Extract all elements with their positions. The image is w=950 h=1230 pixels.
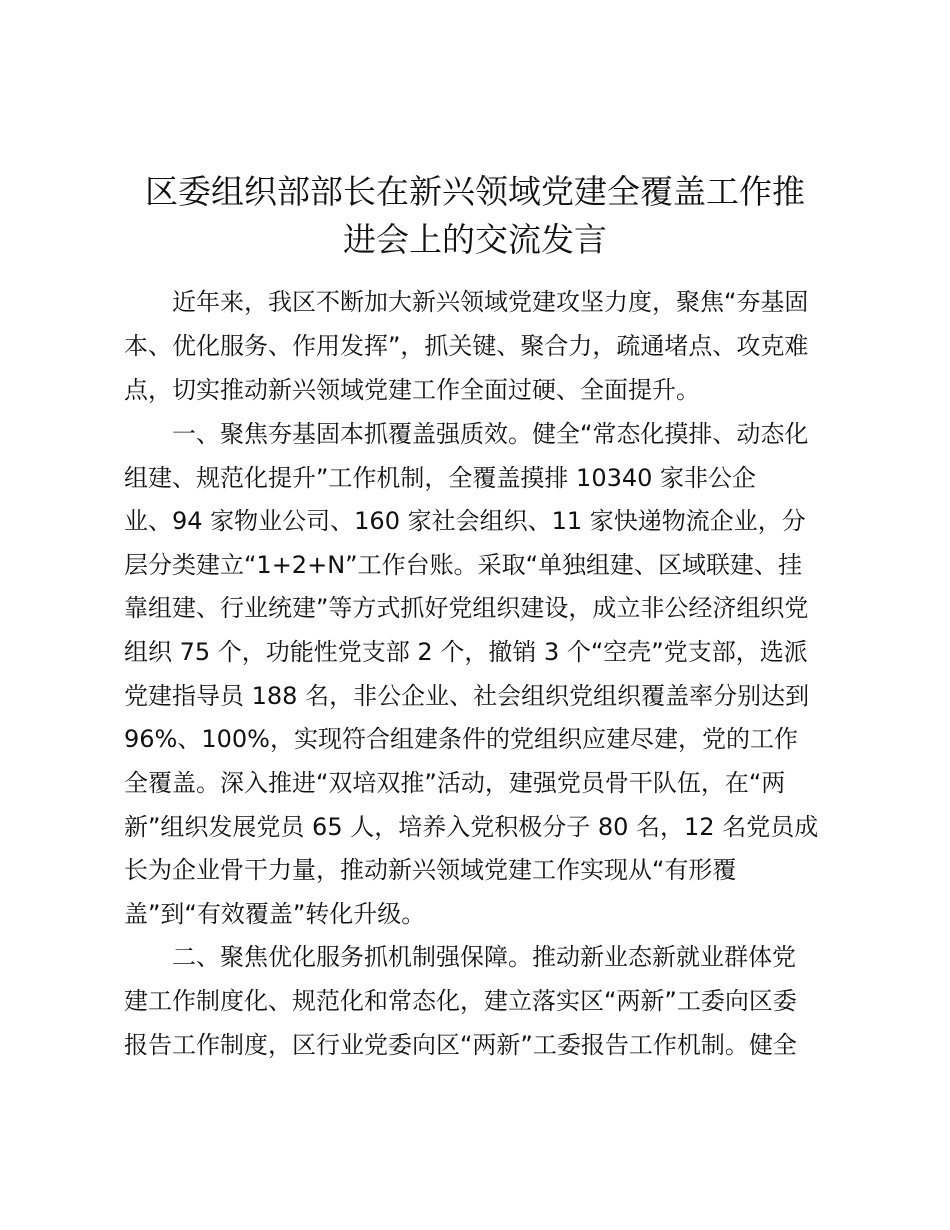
- paragraph-2-line-10: 新”组织发展党员 65 人，培养入党积极分子 80 名，12 名党员成: [124, 813, 819, 841]
- document-title-line-2: 进会上的交流发言: [343, 220, 607, 259]
- paragraph-2-line-12: 盖”到“有效覆盖”转化升级。: [124, 900, 426, 928]
- paragraph-1-line-1: 近年来，我区不断加大新兴领域党建攻坚力度，聚焦“夯基固: [172, 288, 809, 316]
- paragraph-2-line-4: 层分类建立“1+2+N”工作台账。采取“单独组建、区域联建、挂: [124, 551, 803, 579]
- paragraph-2-line-2: 组建、规范化提升”工作机制，全覆盖摸排 10340 家非公企: [124, 464, 757, 492]
- paragraph-2-line-9: 全覆盖。深入推进“双培双推”活动，建强党员骨干队伍，在“两: [124, 769, 786, 797]
- paragraph-2-line-3: 业、94 家物业公司、160 家社会组织、11 家快递物流企业，分: [124, 507, 806, 535]
- paragraph-2-line-7: 党建指导员 188 名，非公企业、社会组织党组织覆盖率分别达到: [124, 682, 810, 710]
- paragraph-3-line-2: 建工作制度化、规范化和常态化，建立落实区“两新”工委向区委: [124, 987, 797, 1015]
- paragraph-2-line-8: 96%、100%，实现符合组建条件的党组织应建尽建，党的工作: [124, 725, 798, 753]
- paragraph-2-line-6: 组织 75 个，功能性党支部 2 个，撤销 3 个“空壳”党支部，选派: [124, 638, 808, 666]
- paragraph-3-line-1: 二、聚焦优化服务抓机制强保障。推动新业态新就业群体党: [172, 943, 796, 971]
- document-title-line-1: 区委组织部部长在新兴领域党建全覆盖工作推: [145, 172, 805, 211]
- paragraph-1-line-2: 本、优化服务、作用发挥”，抓关键、聚合力，疏通堵点、攻克难: [124, 332, 809, 360]
- paragraph-2-line-1: 一、聚焦夯基固本抓覆盖强质效。健全“常态化摸排、动态化: [172, 420, 809, 448]
- paragraph-2-line-11: 长为企业骨干力量，推动新兴领域党建工作实现从“有形覆: [124, 856, 737, 884]
- paragraph-2-line-5: 靠组建、行业统建”等方式抓好党组织建设，成立非公经济组织党: [124, 594, 809, 622]
- paragraph-1-line-3: 点，切实推动新兴领域党建工作全面过硬、全面提升。: [124, 376, 700, 404]
- paragraph-3-line-3: 报告工作制度，区行业党委向区“两新”工委报告工作机制。健全: [124, 1031, 797, 1059]
